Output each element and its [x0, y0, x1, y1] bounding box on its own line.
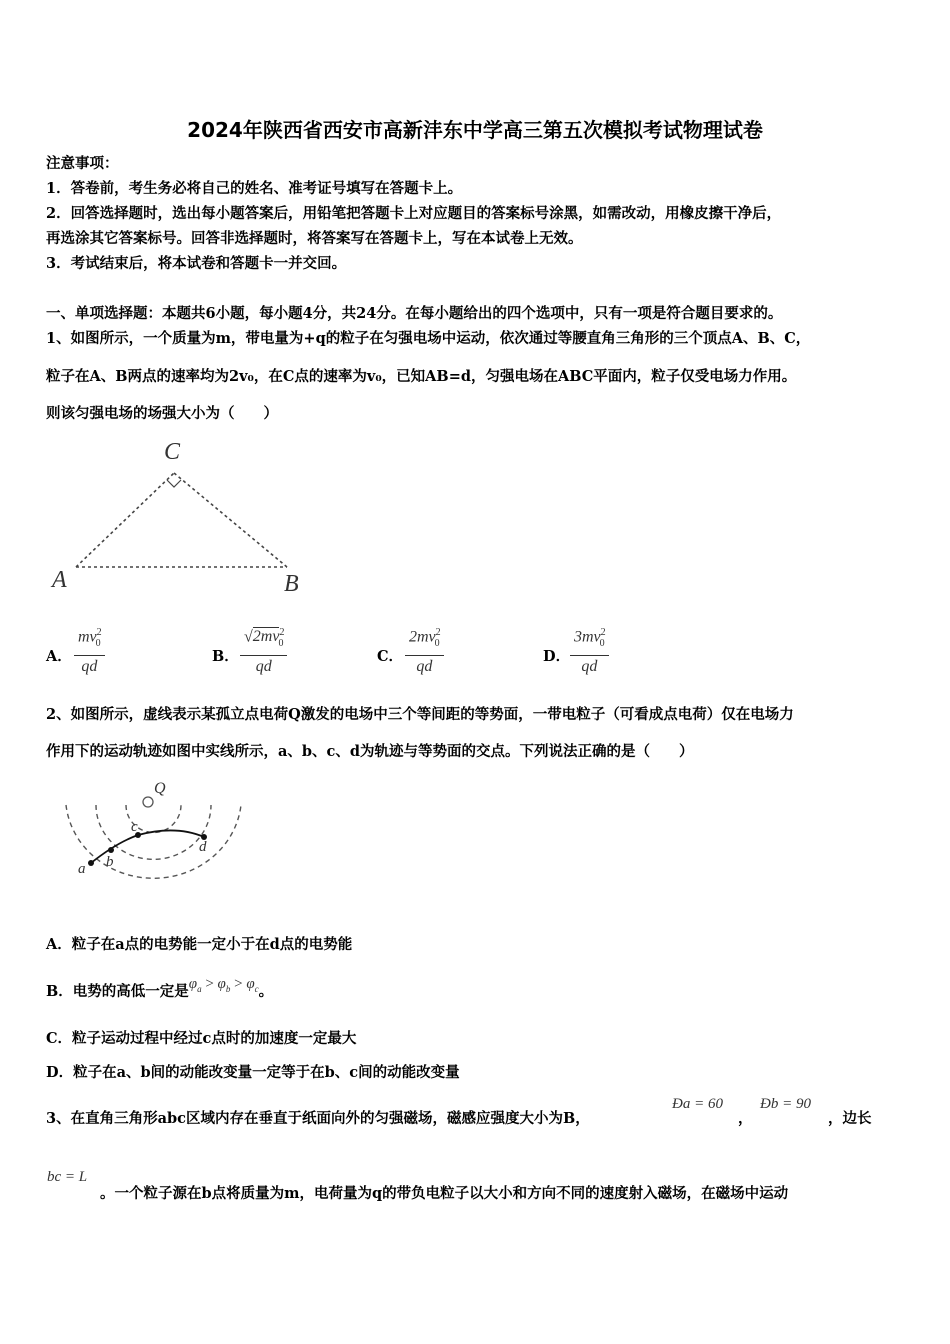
q2-line-2: 作用下的运动轨迹如图中实线所示，a、b、c、d为轨迹与等势面的交点。下列说法正确的是（ ） [46, 743, 694, 760]
point-a [88, 860, 94, 866]
q1-option-b-formula: $\frac{√2mv^2_0}{qd}$ [240, 622, 287, 678]
q2-option-a: A．粒子在a点的电势能一定小于在d点的电势能 [46, 936, 353, 953]
vertex-label-b: B [284, 571, 299, 597]
notes-item-2a: 2．回答选择题时，选出每小题答案后，用铅笔把答题卡上对应题目的答案标号涂黑，如需改动，用橡皮擦干净后， [46, 205, 782, 222]
q1-option-d-label: D． [543, 648, 571, 665]
point-charge-q [143, 797, 153, 807]
q1-option-c-label: C． [377, 648, 404, 665]
q2-equipotential-figure [56, 775, 256, 895]
q1-option-c-formula: $\frac{2mv^2_0}{qd}$ [405, 622, 444, 678]
q1-line-2: 粒子在A、B两点的速率均为2v₀，在C点的速率为v₀，已知AB=d，匀强电场在ABC平面内，粒子仅受电场力作用。 [46, 368, 797, 385]
vertex-label-c: C [164, 439, 181, 465]
label-d: d [199, 839, 207, 855]
section-heading: 一、单项选择题：本题共6小题，每小题4分，共24分。在每小题给出的四个选项中，只有一项是符合题目要求的。 [46, 305, 783, 322]
page-title: 2024年陕西省西安市高新沣东中学高三第五次模拟考试物理试卷 [187, 118, 763, 142]
q3-tail: ，边长 [828, 1110, 872, 1127]
label-a: a [78, 861, 86, 877]
q2-option-c: C．粒子运动过程中经过c点时的加速度一定最大 [46, 1030, 357, 1047]
side-cb [174, 473, 287, 567]
q3-angle-b: Ðb = 90 [760, 1096, 811, 1112]
label-b: b [106, 854, 114, 870]
label-q: Q [154, 780, 166, 797]
q2-option-b: B．电势的高低一定是$\varphi_a > \varphi_b > \varphi_c$。 [46, 976, 274, 1000]
notes-item-1: 1．答卷前，考生务必将自己的姓名、准考证号填写在答题卡上。 [46, 180, 463, 197]
notes-heading: 注意事项： [46, 155, 119, 172]
q3-line-2: 。一个粒子源在b点将质量为m，电荷量为q的带负电粒子以大小和方向不同的速度射入磁场，在磁场中运动 [100, 1185, 789, 1202]
q3-bc: bc = L [47, 1169, 88, 1185]
point-b [108, 847, 114, 853]
q2-option-d: D．粒子在a、b间的动能改变量一定等于在b、c间的动能改变量 [46, 1064, 460, 1081]
right-angle-mark [167, 480, 181, 487]
q1-option-d-formula: $\frac{3mv^2_0}{qd}$ [570, 622, 609, 678]
sqrt-icon: √ [244, 628, 253, 646]
notes-item-2b: 再选涂其它答案标号。回答非选择题时，将答案写在答题卡上，写在本试卷上无效。 [46, 230, 583, 247]
q1-option-a-label: A． [46, 648, 72, 665]
q3-line-1: 3、在直角三角形abc区域内存在垂直于纸面向外的匀强磁场，磁感应强度大小为B， [46, 1110, 590, 1127]
q3-angle-a: Ða = 60 [672, 1096, 723, 1112]
notes-item-3: 3．考试结束后，将本试卷和答题卡一并交回。 [46, 255, 347, 272]
q1-line-1: 1、如图所示，一个质量为m，带电量为+q的粒子在匀强电场中运动，依次通过等腰直角三角形的三个顶点A、B、C， [46, 330, 811, 347]
vertex-label-a: A [52, 567, 67, 593]
label-c: c [131, 819, 138, 835]
q1-line-3: 则该匀强电场的场强大小为（ ） [46, 405, 278, 422]
q3-comma: ， [738, 1110, 753, 1127]
equipotential-outer [66, 805, 241, 878]
q1-option-a-formula: $\frac{mv^2_0}{qd}$ [74, 622, 105, 678]
q2-line-1: 2、如图所示，虚线表示某孤立点电荷Q激发的电场中三个等间距的等势面，一带电粒子（可看成点电荷）仅在电场力 [46, 706, 794, 723]
side-ac [76, 473, 174, 567]
q1-triangle-figure [40, 435, 310, 605]
q1-option-b-label: B． [212, 648, 239, 665]
